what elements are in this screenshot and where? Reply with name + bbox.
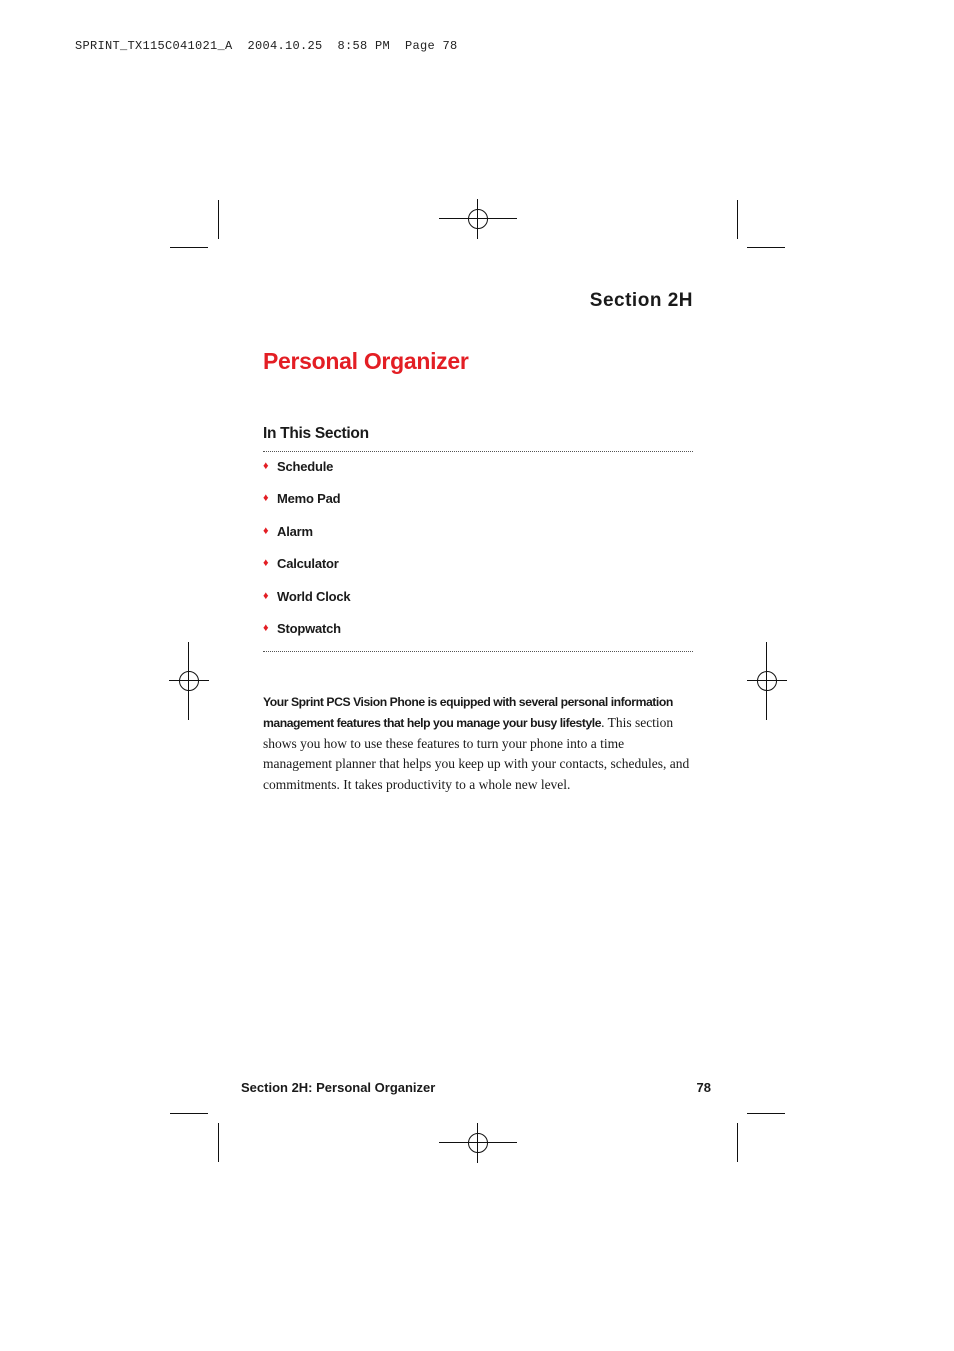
- list-item-schedule: [263, 458, 350, 490]
- diamond-bullet-icon: ♦: [263, 492, 269, 505]
- section-contents-list: [263, 458, 350, 652]
- crop-mark-top-right-v: [737, 200, 738, 239]
- list-item-label: Memo Pad: [277, 491, 341, 507]
- list-item-calculator: [263, 555, 350, 587]
- page-title: Personal Organizer: [263, 348, 469, 374]
- list-item-stopwatch: [263, 620, 350, 652]
- list-item-label: Schedule: [277, 459, 334, 474]
- divider-top: [263, 451, 693, 452]
- registration-mark-left: [169, 642, 209, 720]
- in-this-section-heading: In This Section: [263, 425, 369, 442]
- registration-mark-top: [439, 199, 517, 239]
- diamond-bullet-icon: ♦: [263, 621, 269, 634]
- crop-mark-bottom-right-h: [747, 1113, 785, 1114]
- crop-mark-top-left-h: [170, 247, 208, 248]
- crop-mark-bottom-right-v: [737, 1123, 738, 1162]
- list-item-label: Alarm: [277, 523, 313, 539]
- diamond-bullet-icon: ♦: [263, 524, 269, 537]
- list-item-label: World Clock: [277, 588, 351, 604]
- section-label: Section 2H: [589, 290, 693, 311]
- registration-mark-right: [747, 642, 787, 720]
- footer-section-title: Section 2H: Personal Organizer: [241, 1080, 436, 1095]
- diamond-bullet-icon: ♦: [263, 557, 269, 570]
- registration-mark-bottom: [439, 1123, 517, 1163]
- page-number: 78: [696, 1080, 711, 1095]
- print-slug: SPRINT_TX115C041021_A 2004.10.25 8:58 PM Page 78: [75, 39, 458, 53]
- crop-mark-top-right-h: [747, 247, 785, 248]
- crop-mark-bottom-left-v: [218, 1123, 219, 1162]
- list-item-label: Stopwatch: [277, 620, 341, 636]
- crop-mark-top-left-v: [218, 200, 219, 239]
- intro-lead: Your Sprint PCS Vision Phone is equipped with several personal information management features that help you manage your busy lifestyle: [263, 695, 673, 730]
- list-item-label: Calculator: [277, 556, 339, 572]
- diamond-bullet-icon: ♦: [263, 460, 269, 472]
- divider-bottom: [263, 651, 693, 652]
- diamond-bullet-icon: ♦: [263, 589, 269, 602]
- crop-mark-bottom-left-h: [170, 1113, 208, 1114]
- list-item-alarm: [263, 523, 350, 555]
- intro-body: . This section shows you how to use these features to turn your phone into a time management planner that helps you keep up with your contacts, schedules, and commitments. It takes productivity to a whole new level.: [263, 714, 690, 793]
- intro-paragraph: [263, 692, 695, 796]
- list-item-memo-pad: [263, 490, 350, 522]
- list-item-world-clock: [263, 588, 350, 620]
